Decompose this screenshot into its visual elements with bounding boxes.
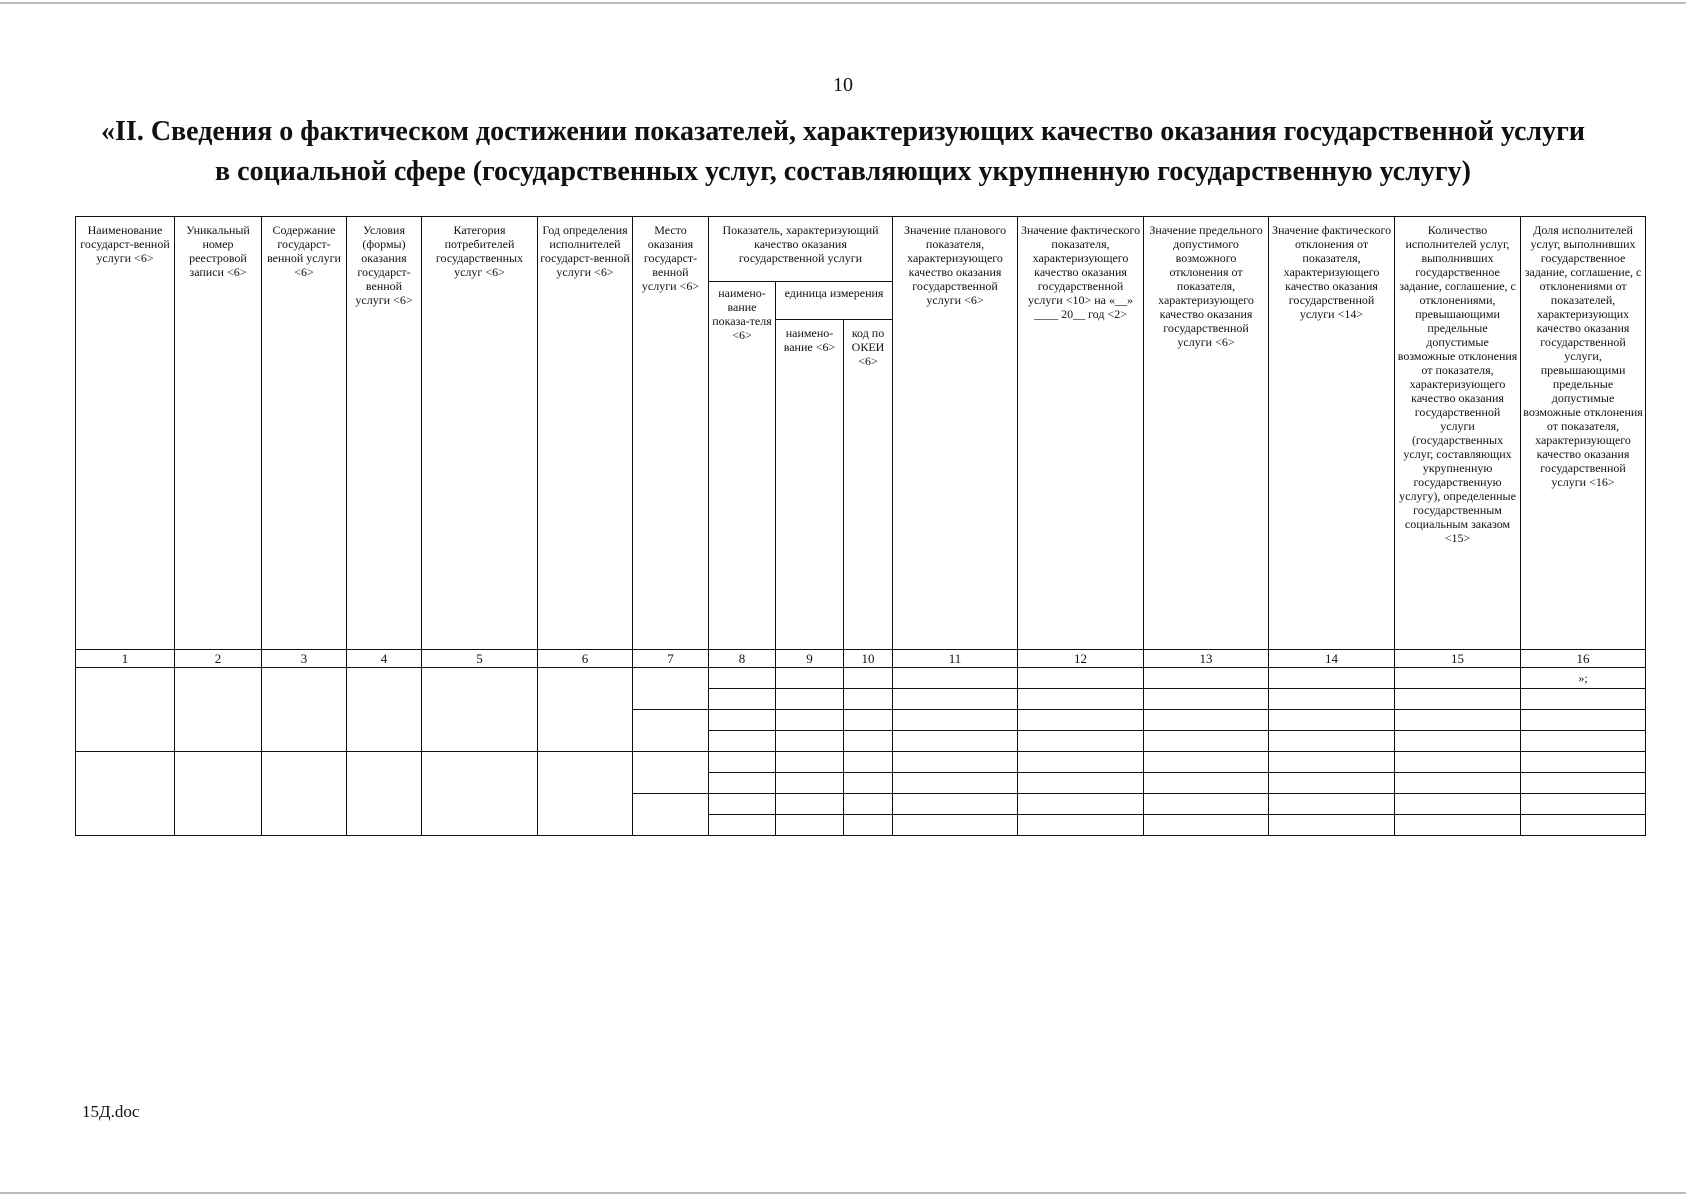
header-unit-name: наимено-вание <6>	[776, 320, 844, 650]
section-title	[60, 112, 1626, 192]
table-cell	[709, 752, 776, 773]
column-number: 8	[709, 650, 776, 668]
table-cell	[1144, 773, 1269, 794]
table-cell	[347, 668, 422, 752]
table-cell	[1395, 689, 1521, 710]
header-service-place: Место оказания государст-венной услуги <6>	[633, 217, 709, 650]
column-number: 5	[422, 650, 538, 668]
table-cell	[76, 752, 175, 836]
table-row	[76, 668, 1646, 689]
table-cell	[893, 752, 1018, 773]
table-cell	[1018, 773, 1144, 794]
table-cell	[633, 710, 709, 752]
table-cell	[709, 815, 776, 836]
table-cell	[633, 668, 709, 710]
table-cell	[1144, 710, 1269, 731]
table-cell	[1269, 689, 1395, 710]
table-cell	[422, 668, 538, 752]
header-consumer-category: Категория потребителей государственных услуг <6>	[422, 217, 538, 650]
column-number: 1	[76, 650, 175, 668]
table-cell	[893, 668, 1018, 689]
table-cell	[262, 752, 347, 836]
table-cell	[844, 731, 893, 752]
header-actual-deviation: Значение фактического отклонения от показателя, характеризующего качество оказания государственной услуги <14>	[1269, 217, 1395, 650]
table-cell	[175, 752, 262, 836]
header-year-selection: Год определения исполнителей государст-венной услуги <6>	[538, 217, 633, 650]
table-cell	[776, 794, 844, 815]
table-cell	[1269, 752, 1395, 773]
page-number: 10	[833, 74, 853, 96]
table-cell	[1144, 794, 1269, 815]
table-cell	[1269, 668, 1395, 689]
column-number: 7	[633, 650, 709, 668]
column-number: 4	[347, 650, 422, 668]
table-cell	[1018, 668, 1144, 689]
header-unit-code: код по ОКЕИ <6>	[844, 320, 893, 650]
table-cell	[1144, 689, 1269, 710]
table-cell	[709, 710, 776, 731]
document-filename: 15Д.doc	[82, 1102, 140, 1121]
table-cell	[893, 731, 1018, 752]
table-cell	[1018, 731, 1144, 752]
table-cell	[1269, 794, 1395, 815]
table-cell	[776, 710, 844, 731]
table-cell	[1018, 689, 1144, 710]
table-cell	[1269, 731, 1395, 752]
header-unit-group: единица измерения	[776, 282, 893, 320]
table-cell	[1521, 773, 1646, 794]
column-number: 10	[844, 650, 893, 668]
table-cell	[776, 815, 844, 836]
table-cell	[709, 773, 776, 794]
table-cell	[776, 668, 844, 689]
column-number: 13	[1144, 650, 1269, 668]
table-cell	[844, 710, 893, 731]
table-cell	[844, 773, 893, 794]
table-cell	[1521, 815, 1646, 836]
table-cell	[1144, 752, 1269, 773]
table-cell	[776, 689, 844, 710]
section-title-line-1: «II. Сведения о фактическом достижении показателей, характеризующих качество оказания государственной услуги	[101, 116, 1585, 147]
header-executors-share: Доля исполнителей услуг, выполнивших государственное задание, соглашение, с отклонениями от показателей, характеризующих качество оказания государственной услуги, превышающими предельные допустимые возможные отклонения от показателя, характеризующего качество оказания государственной услуги <16>	[1521, 217, 1646, 650]
scan-edge-bottom	[0, 1192, 1686, 1194]
scan-edge-top	[0, 2, 1686, 4]
header-registry-number: Уникальный номер реестровой записи <6>	[175, 217, 262, 650]
table-cell	[776, 731, 844, 752]
column-number: 12	[1018, 650, 1144, 668]
table-cell	[1395, 794, 1521, 815]
table-cell	[844, 794, 893, 815]
table-cell	[709, 794, 776, 815]
table-cell	[1521, 752, 1646, 773]
table-cell	[1144, 731, 1269, 752]
column-number: 2	[175, 650, 262, 668]
table-cell	[844, 689, 893, 710]
table-cell	[1521, 710, 1646, 731]
table-cell	[1395, 710, 1521, 731]
table-cell	[1395, 752, 1521, 773]
table-cell	[1269, 773, 1395, 794]
table-cell	[1018, 710, 1144, 731]
table-cell	[1018, 794, 1144, 815]
table-cell	[893, 710, 1018, 731]
table-cell	[1395, 668, 1521, 689]
table-cell	[844, 668, 893, 689]
table-cell	[1395, 773, 1521, 794]
table-cell	[1269, 710, 1395, 731]
header-executors-count: Количество исполнителей услуг, выполнивших государственное задание, соглашение, с отклонениями, превышающими предельные допустимые возможные отклонения от показателя, характеризующего качество оказания государственной услуги (государственных услуг, составляющих укрупненную государственную услугу), определенные государственным социальным заказом <15>	[1395, 217, 1521, 650]
header-service-content: Содержание государст-венной услуги <6>	[262, 217, 347, 650]
table-cell	[893, 773, 1018, 794]
table-cell	[709, 668, 776, 689]
table-cell	[776, 752, 844, 773]
header-service-name: Наименование государст-венной услуги <6>	[76, 217, 175, 650]
table-cell	[175, 668, 262, 752]
column-number: 11	[893, 650, 1018, 668]
table-cell	[1521, 689, 1646, 710]
table-cell	[844, 815, 893, 836]
column-number: 14	[1269, 650, 1395, 668]
column-number: 9	[776, 650, 844, 668]
table-cell	[422, 752, 538, 836]
table-cell	[1144, 815, 1269, 836]
table-row	[76, 752, 1646, 773]
table-cell	[633, 752, 709, 794]
table-cell	[893, 689, 1018, 710]
table-cell	[1144, 668, 1269, 689]
table-cell	[1395, 815, 1521, 836]
section-title-line-2: в социальной сфере (государственных услуг, составляющих укрупненную государственную услугу)	[215, 156, 1471, 187]
column-number: 16	[1521, 650, 1646, 668]
table-cell	[1395, 731, 1521, 752]
header-service-conditions: Условия (формы) оказания государст-венной услуги <6>	[347, 217, 422, 650]
table-cell	[844, 752, 893, 773]
table-cell	[893, 794, 1018, 815]
closing-mark: »;	[1521, 668, 1646, 689]
header-actual-value: Значение фактического показателя, характеризующего качество оказания государственной услуги <10> на «__» ____ 20__ год <2>	[1018, 217, 1144, 650]
column-number: 6	[538, 650, 633, 668]
table-cell	[1269, 815, 1395, 836]
quality-indicators-table	[75, 216, 1646, 836]
table-cell	[1521, 731, 1646, 752]
table-cell	[709, 731, 776, 752]
table-cell	[538, 668, 633, 752]
table-cell	[633, 794, 709, 836]
header-planned-value: Значение планового показателя, характеризующего качество оказания государственной услуги <6>	[893, 217, 1018, 650]
column-number: 3	[262, 650, 347, 668]
header-indicator-name: наимено-вание показа-теля <6>	[709, 282, 776, 650]
table-cell	[709, 689, 776, 710]
table-cell	[347, 752, 422, 836]
header-max-deviation: Значение предельного допустимого возможного отклонения от показателя, характеризующего качество оказания государственной услуги <6>	[1144, 217, 1269, 650]
table-cell	[262, 668, 347, 752]
table-cell	[1018, 815, 1144, 836]
header-indicator-group: Показатель, характеризующий качество оказания государственной услуги	[709, 217, 893, 282]
table-cell	[1521, 794, 1646, 815]
column-number: 15	[1395, 650, 1521, 668]
table-cell	[1018, 752, 1144, 773]
table-cell	[76, 668, 175, 752]
column-numbers-row	[76, 650, 1646, 668]
table-cell	[776, 773, 844, 794]
table-cell	[893, 815, 1018, 836]
table-cell	[538, 752, 633, 836]
